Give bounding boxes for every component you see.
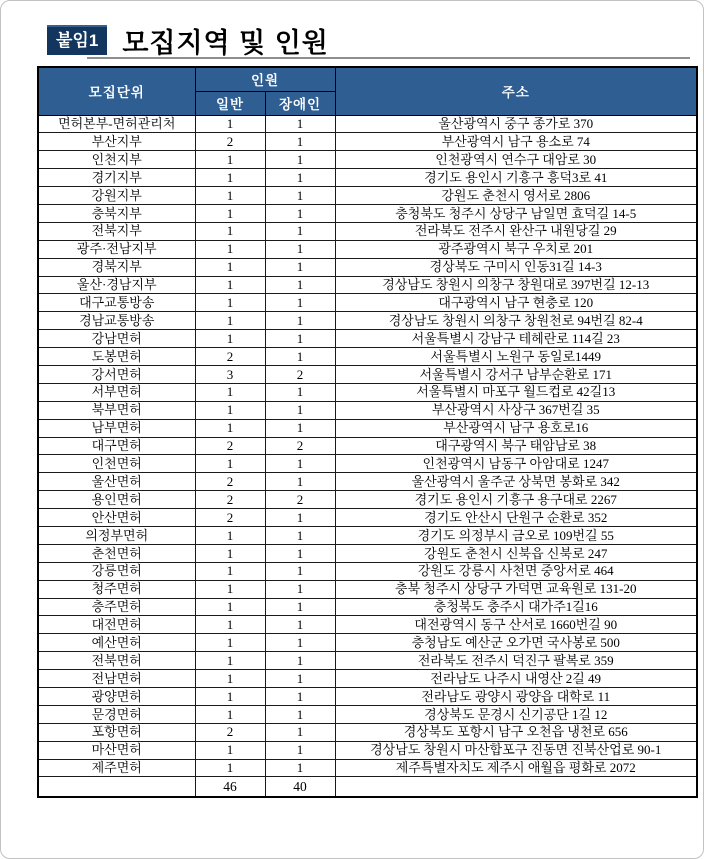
general-count-cell: 1 [195,598,265,616]
general-count-cell: 3 [195,365,265,383]
table-row [38,616,697,634]
address-cell: 경기도 용인시 기흥구 용구대로 2267 [335,491,697,509]
general-count-cell: 1 [195,204,265,222]
disabled-count-cell: 1 [265,473,335,491]
general-count-cell: 1 [195,151,265,169]
table-row [38,258,697,276]
table-row [38,294,697,312]
table-row [38,670,697,688]
general-count-cell: 1 [195,526,265,544]
unit-cell: 강남면허 [38,330,195,348]
address-cell: 충청북도 청주시 상당구 남일면 효덕길 14-5 [335,204,697,222]
address-cell: 전라남도 광양시 광양읍 대학로 11 [335,688,697,706]
general-count-cell: 1 [195,276,265,294]
unit-cell: 청주면허 [38,580,195,598]
address-cell: 경기도 용인시 기흥구 흥덕3로 41 [335,169,697,187]
unit-cell: 남부면허 [38,419,195,437]
general-count-cell: 1 [195,383,265,401]
page-title: 모집지역 및 인원 [122,27,329,58]
address-cell: 경기도 안산시 단원구 순환로 352 [335,509,697,527]
table-row [38,187,697,205]
disabled-count-cell: 1 [265,276,335,294]
unit-cell: 북부면허 [38,401,195,419]
disabled-count-cell: 1 [265,759,335,777]
address-cell: 충청남도 예산군 오가면 국사봉로 500 [335,634,697,652]
table-row [38,473,697,491]
unit-cell: 춘천면허 [38,544,195,562]
unit-cell: 용인면허 [38,491,195,509]
general-count-cell: 1 [195,222,265,240]
totals-general-cell: 46 [195,777,265,797]
disabled-count-cell: 1 [265,187,335,205]
disabled-count-cell: 1 [265,258,335,276]
address-cell: 강원도 강릉시 사천면 중앙서로 464 [335,562,697,580]
disabled-count-cell: 1 [265,294,335,312]
disabled-count-cell: 1 [265,580,335,598]
unit-cell: 인천면허 [38,455,195,473]
general-count-cell: 1 [195,544,265,562]
table-row [38,240,697,258]
address-cell: 대구광역시 북구 태암남로 38 [335,437,697,455]
disabled-count-cell: 1 [265,544,335,562]
attachment-badge: 붙임1 [47,25,107,55]
address-cell: 울산광역시 중구 종가로 370 [335,115,697,133]
table-row [38,759,697,777]
table-row [38,526,697,544]
disabled-count-cell: 1 [265,705,335,723]
table-row [38,688,697,706]
address-cell: 서울특별시 마포구 월드컵로 42길13 [335,383,697,401]
address-cell: 광주광역시 북구 우치로 201 [335,240,697,258]
general-count-cell: 2 [195,491,265,509]
table-row [38,723,697,741]
general-count-cell: 1 [195,115,265,133]
disabled-count-cell: 1 [265,741,335,759]
unit-cell: 강서면허 [38,365,195,383]
address-cell: 대구광역시 남구 현충로 120 [335,294,697,312]
unit-cell: 제주면허 [38,759,195,777]
general-count-cell: 1 [195,634,265,652]
table-row [38,455,697,473]
general-count-cell: 2 [195,723,265,741]
general-count-cell: 1 [195,562,265,580]
unit-cell: 인천지부 [38,151,195,169]
totals-disabled-cell: 40 [265,777,335,797]
col-header-disabled: 장애인 [265,91,335,115]
disabled-count-cell: 1 [265,133,335,151]
general-count-cell: 1 [195,169,265,187]
totals-unit-cell [38,777,195,797]
general-count-cell: 1 [195,670,265,688]
disabled-count-cell: 1 [265,169,335,187]
table-row [38,741,697,759]
disabled-count-cell: 2 [265,491,335,509]
address-cell: 울산광역시 울주군 상북면 봉화로 342 [335,473,697,491]
table-row [38,634,697,652]
table-row [38,115,697,133]
unit-cell: 광주·전남지부 [38,240,195,258]
unit-cell: 예산면허 [38,634,195,652]
unit-cell: 도봉면허 [38,348,195,366]
table-row [38,580,697,598]
disabled-count-cell: 2 [265,437,335,455]
table-body [38,115,697,777]
disabled-count-cell: 1 [265,151,335,169]
general-count-cell: 2 [195,348,265,366]
table-row [38,401,697,419]
unit-cell: 면허본부-면허관리처 [38,115,195,133]
unit-cell: 서부면허 [38,383,195,401]
table-row [38,562,697,580]
address-cell: 경상남도 창원시 의창구 창원대로 397번길 12-13 [335,276,697,294]
unit-cell: 대전면허 [38,616,195,634]
general-count-cell: 1 [195,401,265,419]
disabled-count-cell: 1 [265,616,335,634]
disabled-count-cell: 1 [265,670,335,688]
address-cell: 부산광역시 남구 용호로16 [335,419,697,437]
address-cell: 전라북도 전주시 완산구 내원당길 29 [335,222,697,240]
unit-cell: 부산지부 [38,133,195,151]
table-row [38,151,697,169]
unit-cell: 전북면허 [38,652,195,670]
table-row [38,383,697,401]
unit-cell: 강원지부 [38,187,195,205]
unit-cell: 대구면허 [38,437,195,455]
table-row [38,365,697,383]
unit-cell: 강릉면허 [38,562,195,580]
address-cell: 전라북도 전주시 덕진구 팔복로 359 [335,652,697,670]
address-cell: 전라남도 나주시 내영산 2길 49 [335,670,697,688]
disabled-count-cell: 2 [265,365,335,383]
general-count-cell: 1 [195,455,265,473]
unit-cell: 경북지부 [38,258,195,276]
disabled-count-cell: 1 [265,240,335,258]
recruitment-table [37,66,698,798]
table-row [38,705,697,723]
address-cell: 충북 청주시 상당구 가덕면 교육원로 131-20 [335,580,697,598]
table-row [38,276,697,294]
table-row [38,330,697,348]
unit-cell: 경기지부 [38,169,195,187]
general-count-cell: 2 [195,133,265,151]
address-cell: 인천광역시 남동구 아암대로 1247 [335,455,697,473]
address-cell: 강원도 춘천시 신북읍 신북로 247 [335,544,697,562]
address-cell: 인천광역시 연수구 대암로 30 [335,151,697,169]
general-count-cell: 1 [195,187,265,205]
disabled-count-cell: 1 [265,348,335,366]
table-row [38,652,697,670]
unit-cell: 울산면허 [38,473,195,491]
disabled-count-cell: 1 [265,455,335,473]
disabled-count-cell: 1 [265,652,335,670]
disabled-count-cell: 1 [265,222,335,240]
address-cell: 경상남도 창원시 의창구 창원천로 94번길 82-4 [335,312,697,330]
disabled-count-cell: 1 [265,634,335,652]
address-cell: 경기도 의정부시 금오로 109번길 55 [335,526,697,544]
table-header [38,67,697,115]
address-cell: 부산광역시 사상구 367번길 35 [335,401,697,419]
unit-cell: 안산면허 [38,509,195,527]
disabled-count-cell: 1 [265,688,335,706]
general-count-cell: 1 [195,652,265,670]
unit-cell: 문경면허 [38,705,195,723]
general-count-cell: 1 [195,330,265,348]
disabled-count-cell: 1 [265,419,335,437]
table-row [38,437,697,455]
col-header-general: 일반 [195,91,265,115]
general-count-cell: 1 [195,294,265,312]
col-header-unit: 모집단위 [38,67,195,115]
table-row [38,222,697,240]
header-row-1 [38,67,697,91]
general-count-cell: 1 [195,419,265,437]
address-cell: 경상북도 포항시 남구 오천읍 냉천로 656 [335,723,697,741]
table-row [38,312,697,330]
disabled-count-cell: 1 [265,383,335,401]
totals-row [38,777,697,797]
address-cell: 충청북도 충주시 대가주1길16 [335,598,697,616]
col-header-personnel: 인원 [195,67,335,91]
address-cell: 경상북도 구미시 인동31길 14-3 [335,258,697,276]
address-cell: 서울특별시 강남구 테헤란로 114길 23 [335,330,697,348]
general-count-cell: 2 [195,509,265,527]
unit-cell: 충북지부 [38,204,195,222]
table-row [38,491,697,509]
unit-cell: 포항면허 [38,723,195,741]
table-row [38,133,697,151]
general-count-cell: 1 [195,240,265,258]
general-count-cell: 1 [195,759,265,777]
general-count-cell: 2 [195,473,265,491]
general-count-cell: 1 [195,688,265,706]
general-count-cell: 1 [195,705,265,723]
unit-cell: 광양면허 [38,688,195,706]
disabled-count-cell: 1 [265,204,335,222]
disabled-count-cell: 1 [265,526,335,544]
unit-cell: 대구교통방송 [38,294,195,312]
disabled-count-cell: 1 [265,723,335,741]
disabled-count-cell: 1 [265,312,335,330]
unit-cell: 울산·경남지부 [38,276,195,294]
general-count-cell: 1 [195,741,265,759]
general-count-cell: 1 [195,616,265,634]
unit-cell: 경남교통방송 [38,312,195,330]
unit-cell: 의정부면허 [38,526,195,544]
address-cell: 강원도 춘천시 영서로 2806 [335,187,697,205]
totals-address-cell [335,777,697,797]
address-cell: 제주특별자치도 제주시 애월읍 평화로 2072 [335,759,697,777]
general-count-cell: 2 [195,437,265,455]
address-cell: 부산광역시 남구 용소로 74 [335,133,697,151]
address-cell: 경상남도 창원시 마산합포구 진동면 진북산업로 90-1 [335,741,697,759]
address-cell: 대전광역시 동구 산서로 1660번길 90 [335,616,697,634]
disabled-count-cell: 1 [265,509,335,527]
address-cell: 경상북도 문경시 신기공단 1길 12 [335,705,697,723]
address-cell: 서울특별시 노원구 동일로1449 [335,348,697,366]
document-header [47,24,689,56]
table-row [38,419,697,437]
address-cell: 서울특별시 강서구 남부순환로 171 [335,365,697,383]
table-row [38,598,697,616]
general-count-cell: 1 [195,312,265,330]
table-row [38,204,697,222]
table-row [38,544,697,562]
disabled-count-cell: 1 [265,598,335,616]
table-row [38,169,697,187]
disabled-count-cell: 1 [265,330,335,348]
disabled-count-cell: 1 [265,401,335,419]
unit-cell: 전남면허 [38,670,195,688]
general-count-cell: 1 [195,258,265,276]
unit-cell: 전북지부 [38,222,195,240]
general-count-cell: 1 [195,580,265,598]
col-header-address: 주소 [335,67,697,115]
unit-cell: 마산면허 [38,741,195,759]
table-footer [38,777,697,797]
disabled-count-cell: 1 [265,115,335,133]
unit-cell: 충주면허 [38,598,195,616]
disabled-count-cell: 1 [265,562,335,580]
table-row [38,509,697,527]
table-row [38,348,697,366]
